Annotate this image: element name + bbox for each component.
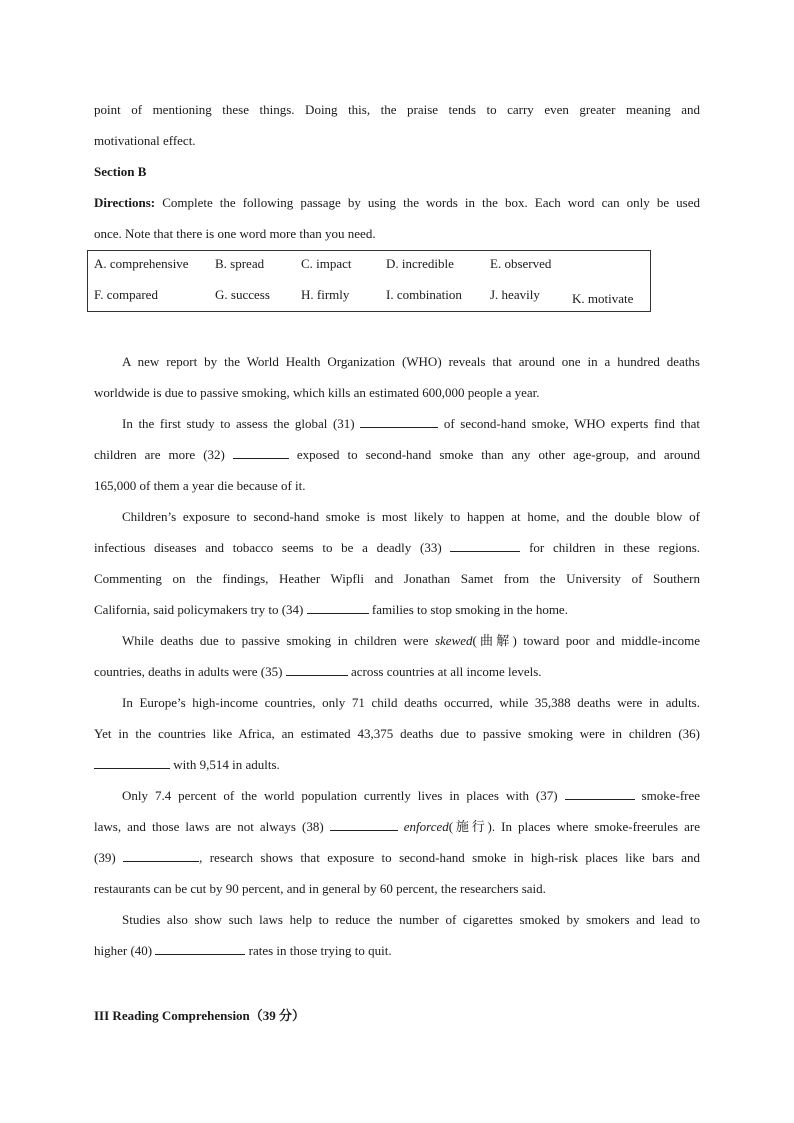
word-option-c: C. impact bbox=[301, 256, 352, 271]
directions-line-1 bbox=[94, 191, 700, 222]
word-option-b: B. spread bbox=[215, 256, 265, 271]
passage-line bbox=[94, 443, 700, 474]
word-option-a: A. comprehensive bbox=[94, 256, 189, 271]
section-3-title: III Reading Comprehension（39 分） bbox=[94, 1008, 306, 1023]
blank-34[interactable] bbox=[307, 599, 369, 614]
blank-32[interactable] bbox=[233, 444, 289, 459]
document-page bbox=[94, 98, 700, 253]
passage-line bbox=[94, 412, 700, 443]
passage-line: Children’s exposure to second-hand smoke is most likely to happen at home, and the double blow of bbox=[122, 509, 700, 524]
word-option-d: D. incredible bbox=[386, 256, 454, 271]
passage-line: restaurants can be cut by 90 percent, and in general by 60 percent, the researchers said. bbox=[94, 881, 546, 896]
passage-line bbox=[94, 815, 700, 846]
passage-text: across countries at all income levels. bbox=[347, 664, 542, 679]
passage-line bbox=[94, 629, 700, 660]
blank-39[interactable] bbox=[123, 847, 199, 862]
blank-31[interactable] bbox=[360, 413, 438, 428]
blank-38[interactable] bbox=[330, 816, 398, 831]
passage-text: for children in these regions. bbox=[520, 540, 700, 555]
passage-line: Commenting on the findings, Heather Wipfli and Jonathan Samet from the University of Southern bbox=[94, 571, 700, 586]
blank-36[interactable] bbox=[94, 754, 170, 769]
passage-text: (曲解) toward poor and middle-income bbox=[472, 633, 700, 648]
passage-line bbox=[94, 939, 700, 970]
passage-text: Only 7.4 percent of the world population currently lives in places with (37) bbox=[122, 788, 565, 803]
passage-line bbox=[94, 753, 700, 784]
blank-35[interactable] bbox=[286, 661, 348, 676]
passage-text: of second-hand smoke, WHO experts find that bbox=[438, 416, 700, 431]
directions-text-1: Complete the following passage by using the words in the box. Each word can only be used bbox=[155, 195, 700, 210]
passage-text: children are more (32) bbox=[94, 447, 233, 462]
word-option-j: J. heavily bbox=[490, 287, 540, 302]
passage-text: exposed to second-hand smoke than any other age-group, and around bbox=[288, 447, 700, 462]
passage-text: smoke-free bbox=[634, 788, 700, 803]
word-option-h: H. firmly bbox=[301, 287, 350, 302]
passage-text: In the first study to assess the global (31) bbox=[122, 416, 361, 431]
italic-term: enforced bbox=[403, 819, 449, 834]
blank-40[interactable] bbox=[155, 940, 245, 955]
passage-text: laws, and those laws are not always (38) bbox=[94, 819, 330, 834]
passage-text: with 9,514 in adults. bbox=[170, 757, 280, 772]
passage-text: (施行). In places where smoke-freerules are bbox=[448, 819, 700, 834]
intro-line-2: motivational effect. bbox=[94, 133, 196, 148]
passage-line bbox=[94, 598, 700, 629]
passage-text: California, said policymakers try to (34) bbox=[94, 602, 307, 617]
passage-line: 165,000 of them a year die because of it. bbox=[94, 478, 306, 493]
passage bbox=[94, 350, 700, 970]
blank-37[interactable] bbox=[565, 785, 635, 800]
section-b-title: Section B bbox=[94, 164, 147, 179]
passage-line: Yet in the countries like Africa, an estimated 43,375 deaths due to passive smoking were in children (36) bbox=[94, 726, 700, 741]
passage-line: worldwide is due to passive smoking, which kills an estimated 600,000 people a year. bbox=[94, 385, 540, 400]
passage-text: While deaths due to passive smoking in children were bbox=[122, 633, 435, 648]
blank-33[interactable] bbox=[450, 537, 520, 552]
directions-label: Directions: bbox=[94, 195, 156, 210]
word-option-i: I. combination bbox=[386, 287, 462, 302]
passage-text: , research shows that exposure to second-hand smoke in high-risk places like bars and bbox=[199, 850, 700, 865]
word-box bbox=[87, 250, 651, 312]
passage-line: A new report by the World Health Organization (WHO) reveals that around one in a hundred deaths bbox=[122, 354, 700, 369]
passage-line: Studies also show such laws help to reduce the number of cigarettes smoked by smokers and lead to bbox=[122, 912, 700, 927]
word-option-k: K. motivate bbox=[572, 291, 634, 306]
passage-text: families to stop smoking in the home. bbox=[368, 602, 568, 617]
word-option-f: F. compared bbox=[94, 287, 158, 302]
passage-text: infectious diseases and tobacco seems to be a deadly (33) bbox=[94, 540, 451, 555]
passage-text: rates in those trying to quit. bbox=[245, 943, 392, 958]
passage-line bbox=[94, 660, 700, 691]
passage-line: In Europe’s high-income countries, only 71 child deaths occurred, while 35,388 deaths were in adults. bbox=[122, 695, 700, 710]
passage-text: countries, deaths in adults were (35) bbox=[94, 664, 286, 679]
passage-text: (39) bbox=[94, 850, 124, 865]
directions-line-2: once. Note that there is one word more than you need. bbox=[94, 226, 376, 241]
passage-line bbox=[94, 784, 700, 815]
passage-line bbox=[94, 536, 700, 567]
intro-line-1: point of mentioning these things. Doing this, the praise tends to carry even greater meaning and bbox=[94, 102, 700, 117]
passage-text: higher (40) bbox=[94, 943, 156, 958]
word-option-e: E. observed bbox=[490, 256, 552, 271]
italic-term: skewed bbox=[434, 633, 473, 648]
passage-line bbox=[94, 846, 700, 877]
word-option-g: G. success bbox=[215, 287, 270, 302]
